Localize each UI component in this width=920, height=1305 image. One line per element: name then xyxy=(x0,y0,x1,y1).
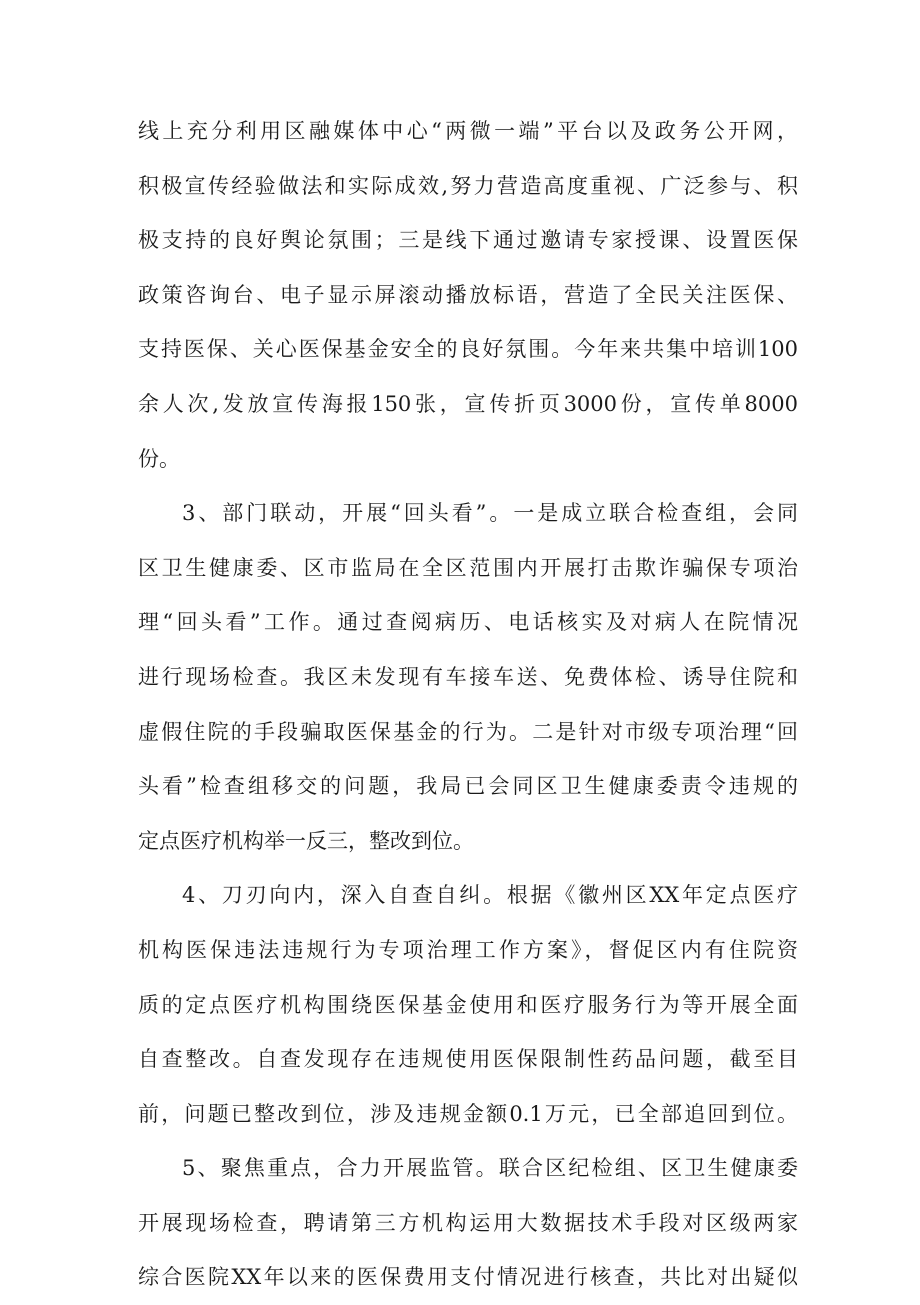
text-line: 进行现场检查。我区未发现有车接车送、免费体检、诱导住院和 xyxy=(138,664,798,689)
text-line: 线上充分利用区融媒体中心“两微一端”平台以及政务公开网， xyxy=(138,119,798,143)
text-line: 质的定点医疗机构围绕医保基金使用和医疗服务行为等开展全面 xyxy=(138,992,798,1017)
text-line: 机构医保违法违规行为专项治理工作方案》，督促区内有住院资 xyxy=(138,937,798,962)
text-line: 份。 xyxy=(138,446,180,471)
paragraph-heading-line: 4、刀刃向内，深入自查自纠。根据《徽州区XX年定点医疗 xyxy=(182,883,798,908)
paragraph-heading-line: 5、聚焦重点，合力开展监管。联合区纪检组、区卫生健康委 xyxy=(182,1156,798,1181)
text-line: 综合医院XX年以来的医保费用支付情况进行核查，共比对出疑似 xyxy=(138,1265,798,1290)
text-line: 自查整改。自查发现存在违规使用医保限制性药品问题，截至目 xyxy=(138,1047,798,1072)
text-line: 前，问题已整改到位，涉及违规金额0.1万元，已全部追回到位。 xyxy=(138,1101,798,1126)
text-line: 头看”检查组移交的问题，我局已会同区卫生健康委责令违规的 xyxy=(138,774,798,799)
text-line: 区卫生健康委、区市监局在全区范围内开展打击欺诈骗保专项治 xyxy=(138,555,798,580)
text-line: 定点医疗机构举一反三，整改到位。 xyxy=(138,828,474,853)
text-line: 虚假住院的手段骗取医保基金的行为。二是针对市级专项治理“回 xyxy=(138,719,798,744)
paragraph-heading-line: 3、部门联动，开展“回头看”。一是成立联合检查组，会同 xyxy=(182,501,798,526)
text-line: 理“回头看”工作。通过查阅病历、电话核实及对病人在院情况 xyxy=(138,610,798,635)
text-line: 积极宣传经验做法和实际成效,努力营造高度重视、广泛参与、积 xyxy=(138,173,798,198)
text-line: 政策咨询台、电子显示屏滚动播放标语，营造了全民关注医保、 xyxy=(138,282,798,307)
document-body xyxy=(138,104,798,1305)
text-line: 极支持的良好舆论氛围；三是线下通过邀请专家授课、设置医保 xyxy=(138,228,798,253)
text-line: 支持医保、关心医保基金安全的良好氛围。今年来共集中培训100 xyxy=(138,337,798,362)
text-line: 开展现场检查，聘请第三方机构运用大数据技术手段对区级两家 xyxy=(138,1210,798,1235)
text-line: 余人次,发放宣传海报150张，宣传折页3000份，宣传单8000 xyxy=(138,391,798,416)
